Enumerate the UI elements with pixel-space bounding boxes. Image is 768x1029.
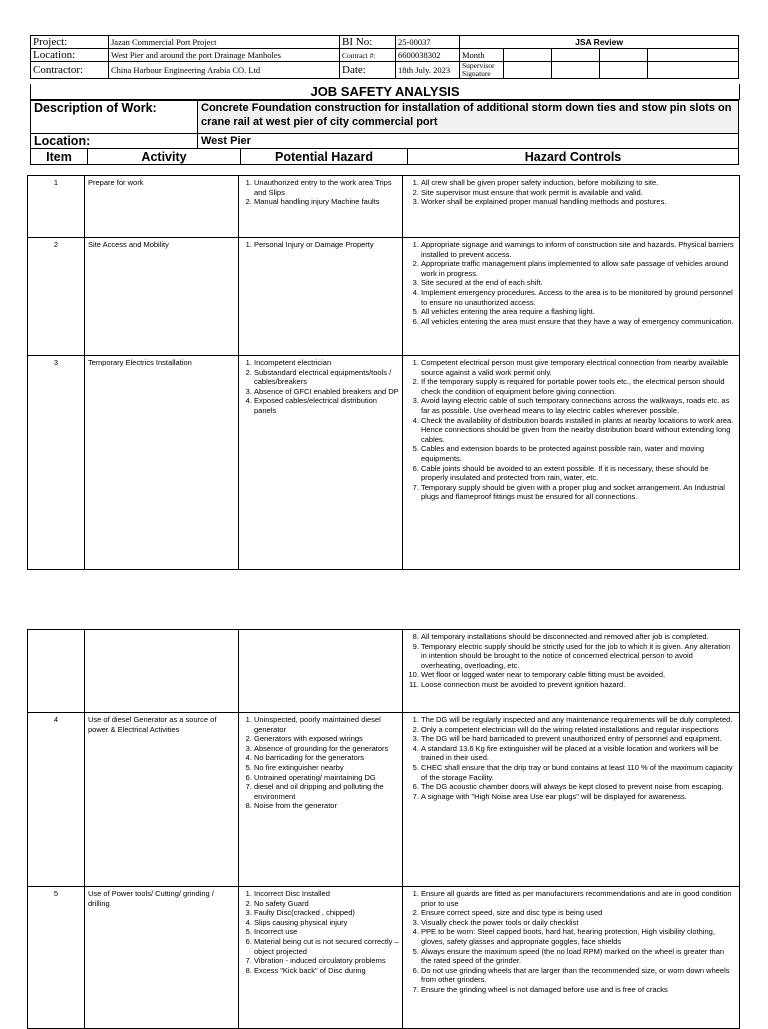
contract-label: Contract #: bbox=[340, 49, 396, 62]
hazard-item: 6. Material being cut is not secured correctly – object projected bbox=[254, 937, 399, 956]
signature-cell-4 bbox=[648, 62, 739, 79]
control-item: 1. Competent electrical person must give temporary electrical connection from nearby available source against a valid work permit only. bbox=[421, 358, 736, 377]
control-item: 2. Site supervisor must ensure that work permit is available and valid. bbox=[421, 188, 736, 198]
control-item: 4. Check the availability of distribution boards installed in plants at nearby locations to work area. Hence connections should be given from the nearby distribution board without extending long cables. bbox=[421, 416, 736, 445]
review-cell-3 bbox=[600, 49, 648, 62]
control-item: 2. If the temporary supply is required for portable power tools etc., the electrical person should check the condition of equipment before giving connection. bbox=[421, 377, 736, 396]
control-item: 9. Temporary electric supply should be strictly used for the job to which it is given. Any alteration in intention should be brought to the notice of concerned electrical person to avoid overheating, overloading, etc. bbox=[421, 642, 736, 671]
control-item: 4. PPE to be worn: Steel capped boots, hard hat, hearing protection, High visibility clothing, gloves, safety glasses and appropriate goggles, face shields bbox=[421, 927, 736, 946]
signature-cell-3 bbox=[600, 62, 648, 79]
table-row bbox=[28, 887, 740, 1029]
hazard-item: 3. Absence of grounding for the generators bbox=[254, 744, 399, 754]
controls-cell bbox=[403, 176, 740, 238]
control-item: 2. Appropriate traffic management plans implemented to allow safe passage of vehicles around work in progress. bbox=[421, 259, 736, 278]
item-number: 2 bbox=[28, 238, 85, 356]
hazard-item: 2. Generators with exposed wirings bbox=[254, 734, 399, 744]
hazard-item: 7. diesel and oil dripping and polluting the environment bbox=[254, 782, 399, 801]
location-label: Location: bbox=[31, 49, 109, 62]
hazard-item: 2. Substandard electrical equipments/tools / cables/breakers bbox=[254, 368, 399, 387]
hazard-cell bbox=[239, 356, 403, 570]
control-item: 7. A signage with "High Noise area Use ear plugs" will be displayed for awareness. bbox=[421, 792, 736, 802]
hazard-cell bbox=[239, 713, 403, 887]
hazard-item: 1. Uninspected, poorly maintained diesel generator bbox=[254, 715, 399, 734]
control-item: 10. Wet floor or logged water near to temporary cable fitting must be avoided. bbox=[421, 670, 736, 680]
hazard-item: 3. Absence of GFCI enabled breakers and DP bbox=[254, 387, 399, 397]
hazard-item: 1. Incompetent electrician bbox=[254, 358, 399, 368]
review-cell-2 bbox=[552, 49, 600, 62]
column-header-row bbox=[30, 148, 739, 165]
hazard-item: 4. No barricading for the generators bbox=[254, 753, 399, 763]
hazard-item: 2. Manual handling injury Machine faults bbox=[254, 197, 399, 207]
control-item: 6. The DG acoustic chamber doors will always be kept closed to prevent noise from escaping. bbox=[421, 782, 736, 792]
control-list bbox=[406, 889, 736, 995]
hazard-cell bbox=[239, 176, 403, 238]
jsa-review-label: JSA Review bbox=[460, 36, 739, 49]
table-row bbox=[28, 176, 740, 238]
activity-cell: Use of Power tools/ Cutting/ grinding / drilling bbox=[85, 887, 239, 1029]
activity-cell bbox=[85, 630, 239, 713]
date-label: Date: bbox=[340, 62, 396, 79]
review-cell-1 bbox=[504, 49, 552, 62]
table-row bbox=[28, 238, 740, 356]
column-header-item: Item bbox=[31, 149, 88, 165]
signature-cell-2 bbox=[552, 62, 600, 79]
item-number: 4 bbox=[28, 713, 85, 887]
hazard-cell bbox=[239, 238, 403, 356]
hazard-cell bbox=[239, 887, 403, 1029]
control-item: 11. Loose connection must be avoided to prevent ignition hazard. bbox=[421, 680, 736, 690]
description-value: Concrete Foundation construction for installation of additional storm down ties and stow pin slots on crane rail at west pier of city commercial port bbox=[198, 101, 739, 134]
activity-cell: Site Access and Mobility bbox=[85, 238, 239, 356]
hazard-item: 8. Excess "Kick back" of Disc during bbox=[254, 966, 399, 976]
hazard-item: 7. Vibration - induced circulatory problems bbox=[254, 956, 399, 966]
table-row bbox=[28, 356, 740, 570]
control-item: 7. Ensure the grinding wheel is not damaged before use and is free of cracks bbox=[421, 985, 736, 995]
control-item: 5. Cables and extension boards to be protected against possible rain, water and moving equipments. bbox=[421, 444, 736, 463]
control-item: 1. Ensure all guards are fitted as per manufacturers recommendations and are in good condition prior to use bbox=[421, 889, 736, 908]
item-number: 1 bbox=[28, 176, 85, 238]
project-label: Project: bbox=[31, 36, 109, 49]
contractor-label: Contractor: bbox=[31, 62, 109, 79]
hazard-item: 3. Faulty Disc(cracked , chipped) bbox=[254, 908, 399, 918]
hazard-item: 1. Incorrect Disc Installed bbox=[254, 889, 399, 899]
control-item: 3. Avoid laying electric cable of such temporary connections across the walkways, roads etc. as far as possible. Use overhead means to lay electric cables wherever possible. bbox=[421, 396, 736, 415]
control-item: 3. Site secured at the end of each shift. bbox=[421, 278, 736, 288]
item-number: 3 bbox=[28, 356, 85, 570]
control-item: 3. The DG will be hard barricaded to prevent unauthorized entry of personnel and equipment. bbox=[421, 734, 736, 744]
hazard-table-2 bbox=[27, 629, 740, 1029]
work-location-value: West Pier bbox=[198, 134, 739, 149]
column-header-potential-hazard: Potential Hazard bbox=[241, 149, 408, 165]
controls-cell bbox=[403, 356, 740, 570]
bi-label: BI No: bbox=[340, 36, 396, 49]
control-item: 6. All vehicles entering the area must ensure that they have a way of emergency communication. bbox=[421, 317, 736, 327]
control-list bbox=[406, 715, 736, 801]
controls-cell bbox=[403, 713, 740, 887]
item-number: 5 bbox=[28, 887, 85, 1029]
control-list bbox=[406, 178, 736, 207]
hazard-item: 8. Noise from the generator bbox=[254, 801, 399, 811]
header-table bbox=[30, 35, 739, 79]
item-number bbox=[28, 630, 85, 713]
hazard-item: 1. Unauthorized entry to the work area Trips and Slips bbox=[254, 178, 399, 197]
control-item: 3. Worker shall be explained proper manual handling methods and postures. bbox=[421, 197, 736, 207]
control-list bbox=[406, 240, 736, 326]
control-item: 8. All temporary installations should be disconnected and removed after job is completed. bbox=[421, 632, 736, 642]
bi-value: 25-00037 bbox=[396, 36, 460, 49]
project-value: Jazan Commercial Port Project bbox=[109, 36, 340, 49]
control-item: 4. Implement emergency procedures. Access to the area is to be monitored by ground personnel to ensure no unauthorized access. bbox=[421, 288, 736, 307]
control-item: 5. Always ensure the maximum speed (the no load RPM) marked on the wheel is greater than the rated speed of the grinder. bbox=[421, 947, 736, 966]
column-header-activity: Activity bbox=[88, 149, 241, 165]
control-item: 4. A standard 13.6 Kg fire extinguisher will be placed at a visible location and workers will be trained in their used. bbox=[421, 744, 736, 763]
control-item: 1. All crew shall be given proper safety induction, before mobilizing to site. bbox=[421, 178, 736, 188]
hazard-item: 2. No safety Guard bbox=[254, 899, 399, 909]
review-cell-4 bbox=[648, 49, 739, 62]
hazard-list bbox=[242, 240, 399, 250]
activity-cell: Temporary Electrics Installation bbox=[85, 356, 239, 570]
controls-cell bbox=[403, 887, 740, 1029]
activity-cell: Prepare for work bbox=[85, 176, 239, 238]
hazard-list bbox=[242, 889, 399, 975]
control-item: 6. Do not use grinding wheels that are larger than the recommended size, or worn down wheels from other grinders. bbox=[421, 966, 736, 985]
hazard-item: 4. Slips causing physical injury bbox=[254, 918, 399, 928]
hazard-list bbox=[242, 178, 399, 207]
location-value: West Pier and around the port Drainage Manholes bbox=[109, 49, 340, 62]
control-list bbox=[406, 632, 736, 690]
supervisor-signature-label: Supervisor Signature bbox=[460, 62, 504, 79]
date-value: 18th July. 2023 bbox=[396, 62, 460, 79]
control-item: 1. Appropriate signage and warnings to inform of construction site and hazards. Physical barriers installed to prevent access. bbox=[421, 240, 736, 259]
hazard-item: 5. No fire extinguisher nearby bbox=[254, 763, 399, 773]
control-item: 5. All vehicles entering the area require a flashing light. bbox=[421, 307, 736, 317]
contract-value: 6600038302 bbox=[396, 49, 460, 62]
contractor-value: China Harbour Engineering Arabia CO. Ltd bbox=[109, 62, 340, 79]
controls-cell bbox=[403, 630, 740, 713]
controls-cell bbox=[403, 238, 740, 356]
hazard-cell bbox=[239, 630, 403, 713]
control-item: 7. Temporary supply should be given with a proper plug and socket arrangement. An Industrial plugs and flameproof fittings must be ensured for all connections. bbox=[421, 483, 736, 502]
hazard-table-1 bbox=[27, 175, 740, 570]
hazard-item: 6. Untrained operating/ maintaining DG bbox=[254, 773, 399, 783]
control-item: 6. Cable joints should be avoided to an extent possible. If it is necessary, these should be properly insulated and protected from rain, water, etc. bbox=[421, 464, 736, 483]
hazard-item: 5. Incorrect use bbox=[254, 927, 399, 937]
control-item: 1. The DG will be regularly inspected and any maintenance requirements will be duly completed. bbox=[421, 715, 736, 725]
description-label: Description of Work: bbox=[31, 101, 198, 134]
hazard-item: 1. Personal Injury or Damage Property bbox=[254, 240, 399, 250]
hazard-item: 4. Exposed cables/electrical distribution panels bbox=[254, 396, 399, 415]
column-header-hazard-controls: Hazard Controls bbox=[408, 149, 739, 165]
page-title: JOB SAFETY ANALYSIS bbox=[30, 84, 740, 100]
table-row bbox=[28, 713, 740, 887]
control-item: 2. Ensure correct speed, size and disc type is being used bbox=[421, 908, 736, 918]
description-table bbox=[30, 100, 739, 149]
control-list bbox=[406, 358, 736, 502]
signature-cell-1 bbox=[504, 62, 552, 79]
table-row bbox=[28, 630, 740, 713]
activity-cell: Use of diesel Generator as a source of power & Electrical Activities bbox=[85, 713, 239, 887]
control-item: 2. Only a competent electrician will do the wiring related installations and regular inspections bbox=[421, 725, 736, 735]
hazard-list bbox=[242, 358, 399, 416]
month-label: Month bbox=[460, 49, 504, 62]
control-item: 3. Visually check the power tools or daily checklist bbox=[421, 918, 736, 928]
hazard-list bbox=[242, 715, 399, 811]
control-item: 5. CHEC shall ensure that the drip tray or bund contains at least 110 % of the maximum capacity of the storage Facility. bbox=[421, 763, 736, 782]
work-location-label: Location: bbox=[31, 134, 198, 149]
